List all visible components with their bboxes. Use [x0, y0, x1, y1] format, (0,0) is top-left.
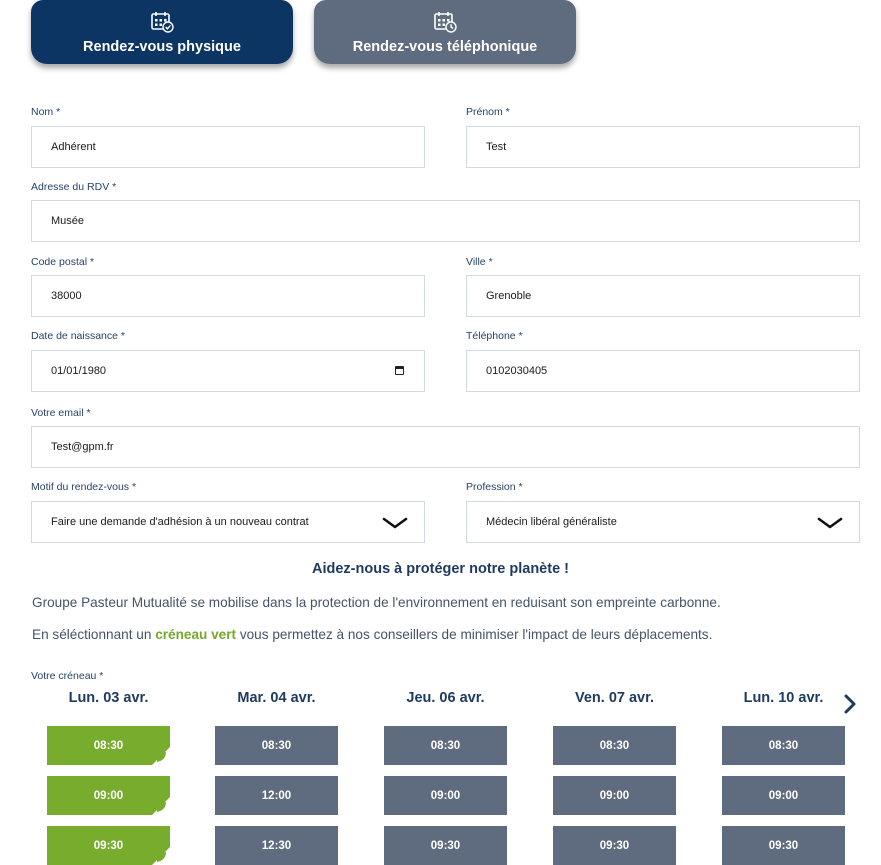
- prenom-input[interactable]: [466, 126, 860, 168]
- chevron-right-icon[interactable]: [843, 693, 857, 715]
- motif-value: Faire une demande d'adhésion à un nouveau contrat: [51, 516, 309, 528]
- planet-paragraph-1: Groupe Pasteur Mutualité se mobilise dans la protection de l'environnement en reduisant son empreinte carbonne.: [32, 595, 721, 610]
- time-slot-label: 09:30: [768, 839, 799, 852]
- leaf-icon: [155, 801, 167, 813]
- tab-telephonique-label: Rendez-vous téléphonique: [352, 39, 538, 55]
- adresse-label: Adresse du RDV *: [31, 181, 117, 193]
- leaf-icon: [155, 851, 167, 863]
- time-slot-label: 08:30: [430, 739, 461, 752]
- day-header: Lun. 10 avr.: [743, 690, 824, 706]
- green-time-slot-button[interactable]: [47, 826, 170, 865]
- chevron-down-icon: [817, 516, 843, 530]
- planet-paragraph-2: [32, 627, 712, 642]
- time-slot-button[interactable]: [384, 826, 507, 865]
- time-slot-label: 12:30: [261, 839, 292, 852]
- date-naissance-label: Date de naissance *: [31, 330, 125, 342]
- time-slot-button[interactable]: [722, 826, 845, 865]
- calendar-check-icon: [150, 11, 174, 33]
- time-slot-button[interactable]: [215, 776, 338, 815]
- time-slot-label: 09:30: [430, 839, 461, 852]
- time-slot-label: 08:30: [768, 739, 799, 752]
- profession-label: Profession *: [466, 481, 523, 493]
- time-slot-button[interactable]: [553, 826, 676, 865]
- email-input[interactable]: [31, 426, 860, 468]
- time-slot-label: 08:30: [261, 739, 292, 752]
- time-slot-button[interactable]: [384, 726, 507, 765]
- telephone-value: 0102030405: [486, 365, 548, 377]
- email-label: Votre email *: [31, 407, 91, 419]
- time-slot-label: 09:30: [599, 839, 630, 852]
- ville-label: Ville *: [466, 256, 493, 268]
- time-slot-label: 09:30: [93, 839, 124, 852]
- telephone-input[interactable]: [466, 350, 860, 392]
- time-slot-label: 09:00: [599, 789, 630, 802]
- adresse-value: Musée: [51, 215, 85, 227]
- day-header: Mar. 04 avr.: [237, 690, 316, 706]
- time-slot-button[interactable]: [215, 826, 338, 865]
- day-header: Jeu. 06 avr.: [406, 690, 485, 706]
- nom-value: Adhérent: [51, 141, 96, 153]
- green-time-slot-button[interactable]: [47, 726, 170, 765]
- time-slot-button[interactable]: [384, 776, 507, 815]
- prenom-label: Prénom *: [466, 106, 510, 118]
- date-naissance-input[interactable]: [31, 350, 425, 392]
- code-postal-value: 38000: [51, 290, 82, 302]
- time-slot-button[interactable]: [553, 726, 676, 765]
- day-header: Ven. 07 avr.: [574, 690, 654, 706]
- time-slot-label: 09:00: [93, 789, 124, 802]
- tab-rendez-vous-physique[interactable]: [31, 0, 293, 64]
- planet-line2-start: En séléctionnant un: [32, 627, 156, 642]
- nom-input[interactable]: [31, 126, 425, 168]
- motif-label: Motif du rendez-vous *: [31, 481, 137, 493]
- profession-select[interactable]: [466, 501, 860, 543]
- green-slot-highlight: créneau vert: [155, 627, 237, 642]
- time-slot-button[interactable]: [553, 776, 676, 815]
- time-slot-label: 08:30: [93, 739, 124, 752]
- time-slot-label: 09:00: [768, 789, 799, 802]
- time-slot-label: 09:00: [430, 789, 461, 802]
- date-naissance-value: 01/01/1980: [51, 365, 107, 377]
- ville-value: Grenoble: [486, 290, 532, 302]
- planet-title: Aidez-nous à protéger notre planète !: [312, 561, 569, 577]
- time-slot-button[interactable]: [215, 726, 338, 765]
- leaf-icon: [155, 751, 167, 763]
- telephone-label: Téléphone *: [466, 330, 523, 342]
- time-slot-label: 12:00: [261, 789, 292, 802]
- code-postal-input[interactable]: [31, 275, 425, 317]
- profession-value: Médecin libéral généraliste: [486, 516, 617, 528]
- time-slot-button[interactable]: [722, 776, 845, 815]
- creneau-label: Votre créneau *: [31, 670, 104, 682]
- nom-label: Nom *: [31, 106, 61, 118]
- time-slot-label: 08:30: [599, 739, 630, 752]
- calendar-picker-icon[interactable]: [395, 366, 404, 375]
- ville-input[interactable]: [466, 275, 860, 317]
- email-value: Test@gpm.fr: [51, 441, 114, 453]
- adresse-input[interactable]: [31, 200, 860, 242]
- chevron-down-icon: [382, 516, 408, 530]
- day-header: Lun. 03 avr.: [68, 690, 149, 706]
- tab-rendez-vous-telephonique[interactable]: [314, 0, 576, 64]
- tab-physique-label: Rendez-vous physique: [83, 39, 241, 55]
- planet-line2-end: vous permettez à nos conseillers de minimiser l'impact de leurs déplacements.: [236, 627, 713, 642]
- calendar-clock-icon: [433, 11, 457, 33]
- green-time-slot-button[interactable]: [47, 776, 170, 815]
- motif-select[interactable]: [31, 501, 425, 543]
- time-slot-button[interactable]: [722, 726, 845, 765]
- code-postal-label: Code postal *: [31, 256, 95, 268]
- prenom-value: Test: [486, 141, 507, 153]
